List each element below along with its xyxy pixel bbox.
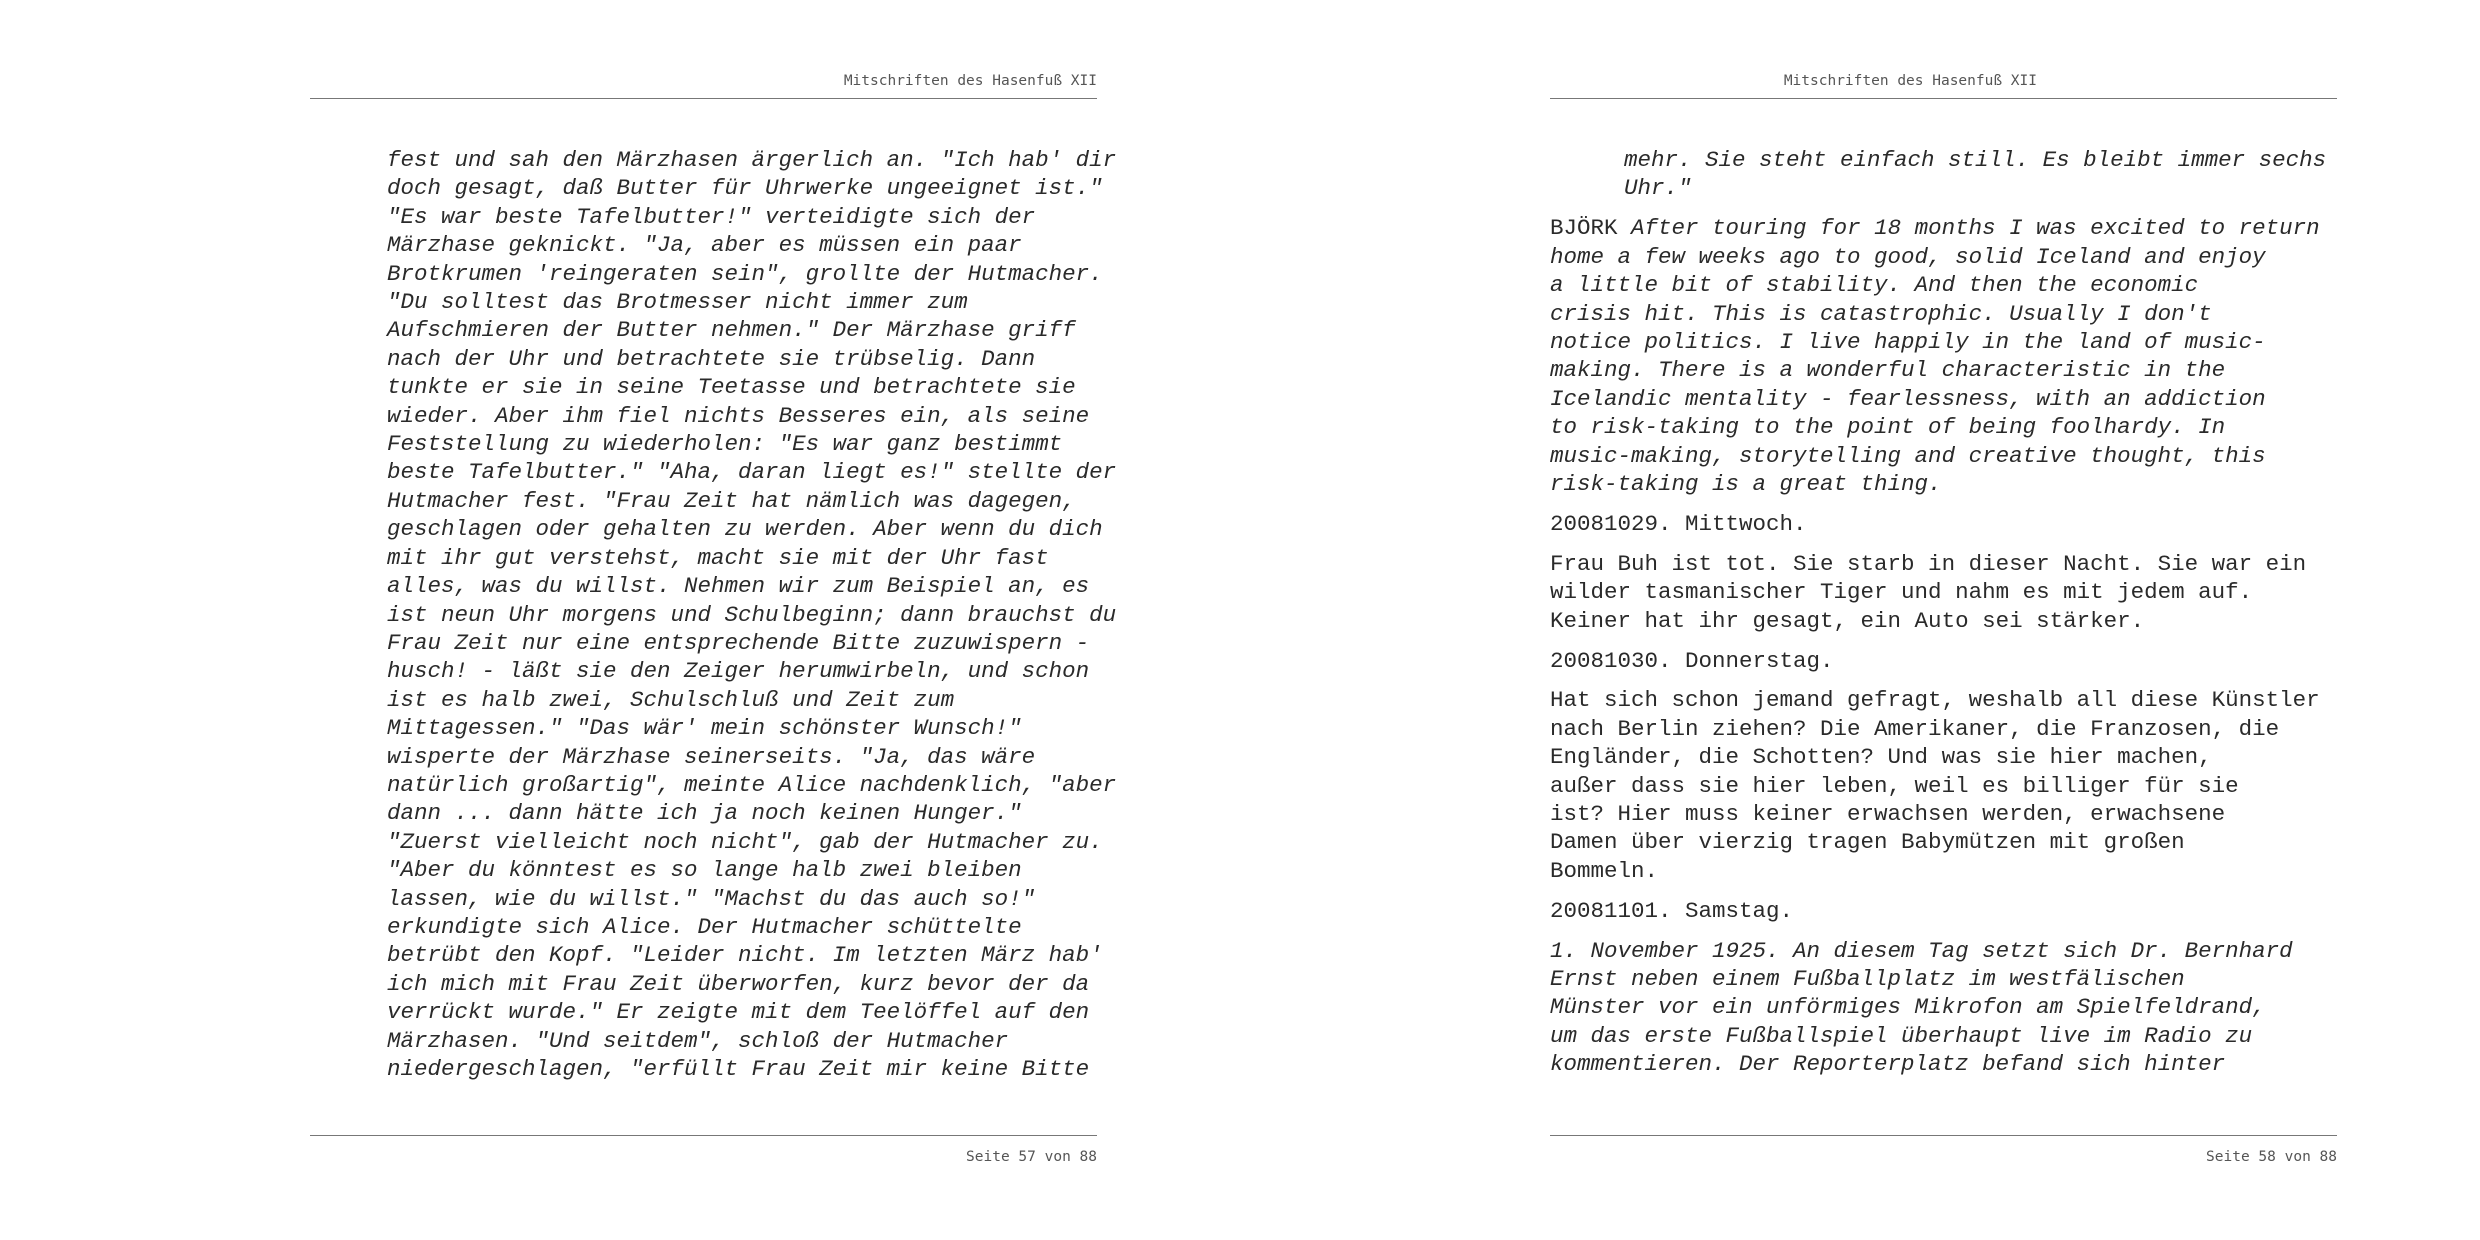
text-line: making. There is a wonderful characteristic in the [1550,357,2226,384]
text-line: mehr. Sie steht einfach still. Es bleibt immer sechs [1624,147,2327,173]
text-line: Keiner hat ihr gesagt, ein Auto sei stärker. [1550,607,2145,634]
text-line: tunkte er sie in seine Teetasse und betrachtete sie [387,374,1076,401]
text-line: Icelandic mentality - fearlessness, with an addiction [1550,385,2266,412]
text-line: kommentieren. Der Reporterplatz befand sich hinter [1550,1051,2226,1078]
bjork-quote-paragraph [1550,214,2350,498]
text-line: ist? Hier muss keiner erwachsen werden, erwachsene [1550,801,2226,828]
date-heading: 20081029. Mittwoch. [1550,510,1807,537]
right-footer-rule [1550,1135,2337,1136]
text-line: "Aber du könntest es so lange halb zwei bleiben [387,857,1022,884]
text-line: to risk-taking to the point of being foolhardy. In [1550,414,2226,441]
text-line: nach der Uhr und betrachtete sie trübselig. Dann [387,345,1036,372]
text-line: um das erste Fußballspiel überhaupt live im Radio zu [1550,1022,2253,1049]
text-line: a little bit of stability. And then the economic [1550,272,2199,299]
entry-paragraph [1550,550,2350,635]
text-line: Frau Buh ist tot. Sie starb in dieser Nacht. Sie war ein [1550,550,2307,577]
entry-paragraph [1550,937,2350,1079]
text-line: beste Tafelbutter." "Aha, daran liegt es!" stellte der [387,459,1117,486]
text-line: Brotkrumen 'reingeraten sein", grollte der Hutmacher. [387,260,1103,287]
text-line: Aufschmieren der Butter nehmen." Der Märzhase griff [387,317,1076,344]
text-line: "Du solltest das Brotmesser nicht immer zum [387,289,968,316]
right-header-rule [1550,98,2337,99]
text-line: erkundigte sich Alice. Der Hutmacher schüttelte [387,913,1022,940]
text-line: husch! - läßt sie den Zeiger herumwirbeln, und schon [387,658,1090,685]
text-line: Märzhasen. "Und seitdem", schloß der Hutmacher [387,1027,1009,1054]
text-line: Bommeln. [1550,857,1659,884]
text-line: Engländer, die Schotten? Und was sie hier machen, [1550,744,2212,771]
text-line: dann ... dann hätte ich ja noch keinen Hunger." [387,800,1022,827]
entry-paragraph [1550,686,2350,885]
text-line: risk-taking is a great thing. [1550,470,1942,497]
right-page-header: Mitschriften des Hasenfuß XII [1783,73,2037,89]
text-line: ich mich mit Frau Zeit überworfen, kurz bevor der da [387,970,1090,997]
text-line: natürlich großartig", meinte Alice nachdenklich, "aber [387,771,1117,798]
text-line: geschlagen oder gehalten zu werden. Aber wenn du dich [387,516,1103,543]
text-line: crisis hit. This is catastrophic. Usually I don't [1550,300,2212,327]
text-line: Münster vor ein unförmiges Mikrofon am Spielfeldrand, [1550,994,2266,1021]
text-line: lassen, wie du willst." "Machst du das auch so!" [387,885,1036,912]
left-page-body [387,146,1117,1083]
left-page-header: Mitschriften des Hasenfuß XII [843,73,1097,89]
left-header-rule [310,98,1097,99]
text-line: notice politics. I live happily in the land of music- [1550,328,2266,355]
right-page-body [1550,146,2350,1090]
text-line: ist neun Uhr morgens und Schulbeginn; dann brauchst du [387,601,1117,628]
text-line: fest und sah den Märzhasen ärgerlich an. "Ich hab' dir [387,147,1117,173]
text-line: nach Berlin ziehen? Die Amerikaner, die Franzosen, die [1550,715,2280,742]
text-line: wisperte der Märzhase seinerseits. "Ja, das wäre [387,743,1036,770]
left-page-footer: Seite 57 von 88 [966,1149,1097,1165]
text-line: Ernst neben einem Fußballplatz im westfälischen [1550,966,2185,993]
right-page-footer: Seite 58 von 88 [2206,1149,2337,1165]
text-line: ist es halb zwei, Schulschluß und Zeit zum [387,686,955,713]
text-line: Hutmacher fest. "Frau Zeit hat nämlich was dagegen, [387,487,1076,514]
continuation-paragraph [1550,146,2350,203]
date-heading: 20081030. Donnerstag. [1550,647,1834,674]
text-line: home a few weeks ago to good, solid Iceland and enjoy [1550,243,2266,270]
left-footer-rule [310,1135,1097,1136]
date-heading: 20081101. Samstag. [1550,897,1794,924]
text-line: 1. November 1925. An diesem Tag setzt sich Dr. Bernhard [1550,937,2293,964]
bjork-first-line: After touring for 18 months I was excited to return [1631,215,2320,242]
text-line: außer dass sie hier leben, weil es billiger für sie [1550,772,2239,799]
text-line: Hat sich schon jemand gefragt, weshalb all diese Künstler [1550,687,2320,714]
bjork-label: BJÖRK [1550,215,1618,242]
text-line: Uhr." [1624,175,1692,202]
text-line: niedergeschlagen, "erfüllt Frau Zeit mir keine Bitte [387,1056,1090,1082]
text-line: alles, was du willst. Nehmen wir zum Beispiel an, es [387,573,1090,600]
text-line: mit ihr gut verstehst, macht sie mit der Uhr fast [387,544,1049,571]
text-line: wieder. Aber ihm fiel nichts Besseres ein, als seine [387,402,1090,429]
text-line: Frau Zeit nur eine entsprechende Bitte zuzuwispern - [387,629,1090,656]
text-line: music-making, storytelling and creative thought, this [1550,442,2266,469]
text-line: verrückt wurde." Er zeigte mit dem Teelöffel auf den [387,999,1090,1026]
text-line: Mittagessen." "Das wär' mein schönster Wunsch!" [387,715,1022,742]
text-line: Märzhase geknickt. "Ja, aber es müssen ein paar [387,232,1022,259]
text-line: wilder tasmanischer Tiger und nahm es mit jedem auf. [1550,579,2253,606]
text-line: Feststellung zu wiederholen: "Es war ganz bestimmt [387,431,1063,458]
right-page [1240,0,2480,1240]
text-line: Damen über vierzig tragen Babymützen mit großen [1550,829,2185,856]
text-line: "Es war beste Tafelbutter!" verteidigte sich der [387,203,1036,230]
text-line: "Zuerst vielleicht noch nicht", gab der Hutmacher zu. [387,828,1103,855]
text-line: betrübt den Kopf. "Leider nicht. Im letzten März hab' [387,942,1103,969]
text-line: doch gesagt, daß Butter für Uhrwerke ungeeignet ist." [387,175,1103,202]
